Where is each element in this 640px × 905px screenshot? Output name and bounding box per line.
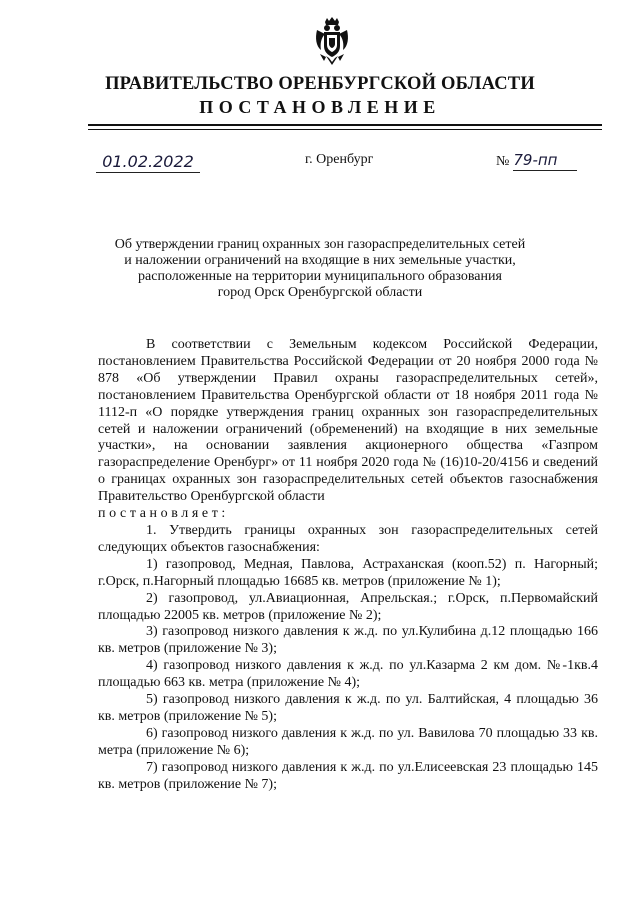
coat-of-arms-icon (314, 16, 350, 66)
document-body (98, 337, 598, 793)
document-title (100, 237, 540, 301)
title-line: город Орск Оренбургской области (217, 285, 423, 300)
resolves-word: постановляет: (98, 506, 229, 522)
list-item: 2) газопровод, ул.Авиационная, Апрельская.; г.Орск, п.Первомайский площадью 22005 кв. метров (приложение № 2); (98, 590, 598, 623)
government-title: ПРАВИТЕЛЬСТВО ОРЕНБУРГСКОЙ ОБЛАСТИ (105, 74, 535, 94)
list-item: 3) газопровод низкого давления к ж.д. по ул.Кулибина д.12 площадью 166 кв. метров (приложение № 3); (98, 624, 598, 657)
document-number (496, 150, 577, 172)
clause-1: 1. Утвердить границы охранных зон газораспределительных сетей следующих объектов газоснабжения: (98, 522, 598, 555)
title-line: расположенные на территории муниципального образования (138, 269, 502, 284)
document-city: г. Оренбург (305, 152, 374, 167)
list-item: 5) газопровод низкого давления к ж.д. по ул. Балтийская, 4 площадью 36 кв. метров (приложение № 5); (98, 692, 598, 724)
list-item: 4) газопровод низкого давления к ж.д. по ул.Казарма 2 км дом. №-1кв.4 площадью 663 кв. метра (приложение № 4); (98, 658, 598, 691)
list-item: 7) газопровод низкого давления к ж.д. по ул.Елисеевская 23 площадью 145 кв. метров (приложение № 7); (98, 759, 598, 792)
document-type: ПОСТАНОВЛЕНИЕ (199, 97, 441, 117)
header-rule-thick (88, 124, 602, 126)
list-item: 6) газопровод низкого давления к ж.д. по ул. Вавилова 70 площадью 33 кв. метра (приложение № 6); (98, 725, 598, 758)
document-date: 01.02.2022 (96, 152, 200, 173)
header-rule-thin (88, 129, 602, 130)
preamble: В соответствии с Земельным кодексом Российской Федерации, постановлением Правительства Российской Федерации от 20 ноября 2000 года № 878 «Об утверждении Правил охраны газораспределительных сетей», постановлением Правительства Оренбургской области от 18 ноября 2011 года № 1112-п «О порядке утверждения границ охранных зон газораспределительных сетей и наложении ограничений (обременений) на входящие в них земельные участки», на основании заявления акционерного общества «Газпром газораспределение Оренбург» от 11 ноября 2020 года № (16)10-20/4156 и сведений о границах охранных зон газораспределительных сетей объектов газоснабжения Правительство Оренбургской области (98, 337, 598, 505)
title-line: и наложении ограничений на входящие в них земельные участки, (124, 253, 516, 268)
title-line: Об утверждении границ охранных зон газораспределительных сетей (114, 237, 526, 252)
number-label: № (496, 154, 510, 169)
number-value: 79-пп (513, 150, 577, 171)
list-item: 1) газопровод, Медная, Павлова, Астраханская (кооп.52) п. Нагорный; г.Орск, п.Нагорный площадью 16685 кв. метров (приложение № 1); (98, 556, 598, 589)
